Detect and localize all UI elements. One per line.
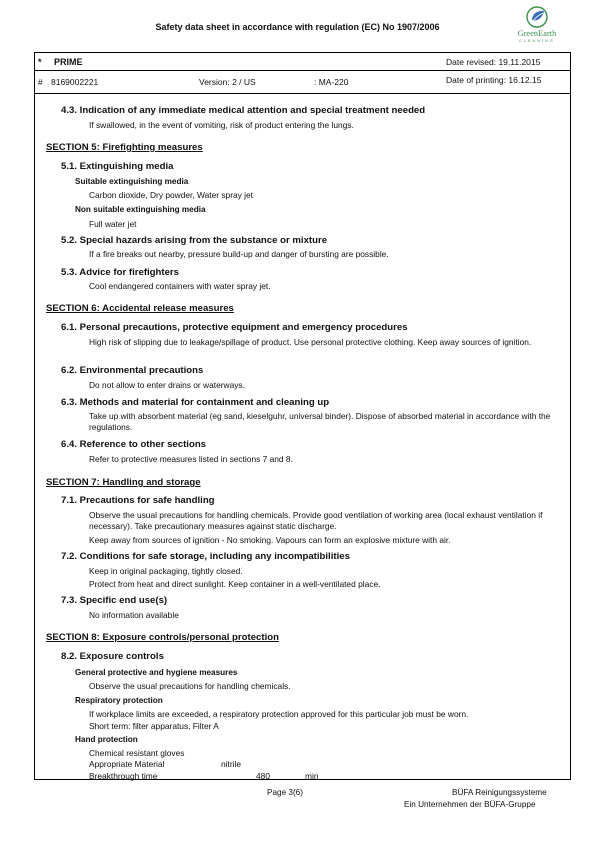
company-name: BÜFA Reinigungssysteme [452,788,547,797]
material-label: Appropriate Material [89,759,165,769]
number-marker: # [38,77,43,87]
respiratory-text-2: Short term: filter apparatus, Filter A [89,721,219,731]
heading-6-4: 6.4. Reference to other sections [61,439,207,450]
section-7-title: SECTION 7: Handling and storage [46,477,201,488]
respiratory-label: Respiratory protection [75,696,163,705]
text-4-3: If swallowed, in the event of vomiting, risk of product entering the lungs. [89,120,354,130]
text-5-2: If a fire breaks out nearby, pressure build-up and danger of bursting are possible. [89,249,389,259]
breakthrough-unit: min [305,771,319,781]
product-marker: * [38,57,42,67]
product-code: : MA-220 [314,77,349,87]
section-6-title: SECTION 6: Accidental release measures [46,303,234,314]
logo-wordmark: GreenEarth [517,29,557,38]
greenearth-logo [505,5,569,47]
product-number: 8169002221 [51,77,99,87]
heading-5-2: 5.2. Special hazards arising from the substance or mixture [61,235,328,246]
heading-7-2: 7.2. Conditions for safe storage, including any incompatibilities [61,551,350,562]
breakthrough-value: 480 [256,771,270,781]
heading-4-3: 4.3. Indication of any immediate medical attention and special treatment needed [61,105,426,116]
text-7-2b: Protect from heat and direct sunlight. Keep container in a well-ventilated place. [89,579,381,589]
product-name: PRIME [54,57,83,67]
company-group: Ein Unternehmen der BÜFA-Gruppe [404,800,536,809]
date-revised: Date revised: 19.11.2015 [446,57,541,67]
version: Version: 2 / US [199,77,256,87]
respiratory-text-1: If workplace limits are exceeded, a respiratory protection approved for this particular job must be worn. [89,709,469,719]
heading-6-1: 6.1. Personal precautions, protective equipment and emergency procedures [61,322,408,333]
heading-5-1: 5.1. Extinguishing media [61,161,174,172]
date-printing: Date of printing: 16.12.15 [446,75,542,85]
text-6-3: Take up with absorbent material (eg sand, kieselguhr, universal binder). Dispose of absorbed material in accordance with the regulations. [89,411,551,432]
nonsuitable-media-label: Non suitable extinguishing media [75,205,206,214]
breakthrough-label: Breakthrough time [89,771,158,781]
header-divider-bottom [34,93,571,94]
logo-subtitle: CLEANING [519,39,555,43]
text-5-3: Cool endangered containers with water spray jet. [89,281,271,291]
hand-protection-label: Hand protection [75,735,138,744]
text-6-4: Refer to protective measures listed in sections 7 and 8. [89,454,293,464]
heading-6-2: 6.2. Environmental precautions [61,365,204,376]
heading-7-1: 7.1. Precautions for safe handling [61,495,215,506]
material-value: nitrile [221,759,242,769]
general-measures-label: General protective and hygiene measures [75,668,238,677]
hand-protection-text: Chemical resistant gloves [89,748,185,758]
text-7-2a: Keep in original packaging, tightly closed. [89,566,243,576]
text-7-1b: Keep away from sources of ignition - No smoking. Vapours can form an explosive mixture with air. [89,535,451,545]
suitable-media-text: Carbon dioxide, Dry powder, Water spray jet [89,190,254,200]
text-6-2: Do not allow to enter drains or waterways. [89,380,245,390]
nonsuitable-media-text: Full water jet [89,219,137,229]
heading-6-3: 6.3. Methods and material for containment and cleaning up [61,397,330,408]
heading-7-3: 7.3. Specific end use(s) [61,595,168,606]
heading-8-2: 8.2. Exposure controls [61,651,164,662]
text-7-3: No information available [89,610,179,620]
text-7-1a: Observe the usual precautions for handling chemicals. Provide good ventilation of working area (local exhaust ventilation if necessary). Take precautionary measures against static discharge. [89,510,543,531]
leaf-icon [505,5,569,31]
document-title: Safety data sheet in accordance with regulation (EC) No 1907/2006 [155,22,440,32]
section-5-title: SECTION 5: Firefighting measures [46,142,203,153]
heading-5-3: 5.3. Advice for firefighters [61,267,180,278]
general-measures-text: Observe the usual precautions for handling chemicals. [89,681,291,691]
suitable-media-label: Suitable extinguishing media [75,177,189,186]
header-divider [34,70,571,71]
text-6-1: High risk of slipping due to leakage/spillage of product. Use personal protective clothing. Keep away sources of ignition. [89,337,532,347]
page-number: Page 3(6) [267,788,303,797]
section-8-title: SECTION 8: Exposure controls/personal protection [46,632,279,643]
